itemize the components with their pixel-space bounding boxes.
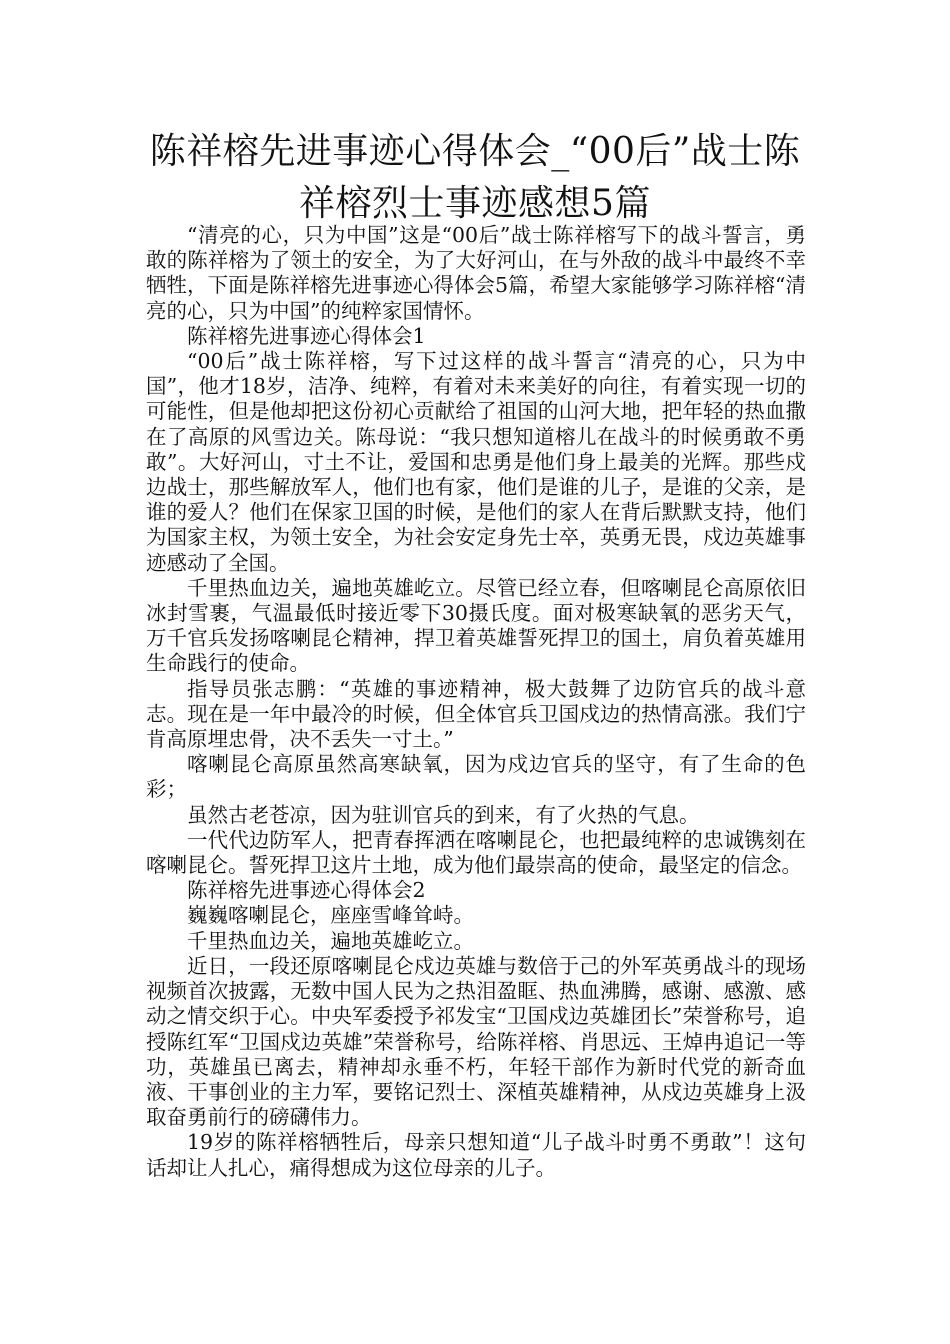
section-heading-1: 陈祥榕先进事迹心得体会1	[187, 323, 426, 348]
paragraph-intro: “清亮的心，只为中国”这是“00后”战士陈祥榕写下的战斗誓言，勇敢的陈祥榕为了领土的安全，为了大好河山，在与外敌的战斗中最终不幸牺牲，下面是陈祥榕先进事迹心得体会5篇，希望大家能够学习陈祥榕“清亮的心，只为中国”的纯粹家国情怀。	[146, 223, 806, 323]
paragraph: 19岁的陈祥榕牺牲后，母亲只想知道“儿子战斗时勇不勇敢”！这句话却让人扎心，痛得想成为这位母亲的儿子。	[146, 1130, 806, 1180]
section-heading-2: 陈祥榕先进事迹心得体会2	[187, 878, 426, 903]
paragraph: 巍巍喀喇昆仑，座座雪峰耸峙。	[187, 903, 474, 928]
document-body	[146, 223, 806, 1181]
paragraph: 一代代边防军人，把青春挥洒在喀喇昆仑，也把最纯粹的忠诚镌刻在喀喇昆仑。誓死捍卫这片土地，成为他们最崇高的使命，最坚定的信念。	[146, 827, 806, 878]
paragraph: 千里热血边关，遍地英雄屹立。	[187, 928, 474, 953]
paragraph: 指导员张志鹏：“英雄的事迹精神，极大鼓舞了边防官兵的战斗意志。现在是一年中最冷的时候，但全体官兵卫国戍边的热情高涨。我们宁肯高原埋忠骨，决不丢失一寸土。”	[146, 676, 806, 752]
document-title: 陈祥榕先进事迹心得体会_“00后”战士陈祥榕烈士事迹感想5篇	[149, 131, 801, 224]
paragraph: 千里热血边关，遍地英雄屹立。尽管已经立春，但喀喇昆仑高原依旧冰封雪裹，气温最低时接近零下30摄氏度。面对极寒缺氧的恶劣天气，万千官兵发扬喀喇昆仑精神，捍卫着英雄誓死捍卫的国土，肩负着英雄用生命践行的使命。	[146, 575, 806, 676]
paragraph: 近日，一段还原喀喇昆仑戍边英雄与数倍于己的外军英勇战斗的现场视频首次披露，无数中国人民为之热泪盈眶、热血沸腾，感谢、感激、感动之情交织于心。中央军委授予祁发宝“卫国戍边英雄团长”荣誉称号，追授陈红军“卫国戍边英雄”荣誉称号，给陈祥榕、肖思远、王焯冉追记一等功，英雄虽已离去，精神却永垂不朽，年轻干部作为新时代党的新奇血液、干事创业的主力军，要铭记烈士、深植英雄精神，从戍边英雄身上汲取奋勇前行的磅礴伟力。	[146, 953, 806, 1130]
paragraph: 虽然古老苍凉，因为驻训官兵的到来，有了火热的气息。	[187, 802, 700, 827]
paragraph: 喀喇昆仑高原虽然高寒缺氧，因为戍边官兵的坚守，有了生命的色彩；	[146, 752, 806, 802]
paragraph: “00后”战士陈祥榕，写下过这样的战斗誓言“清亮的心，只为中国”，他才18岁，洁净、纯粹，有着对未来美好的向往，有着实现一切的可能性，但是他却把这份初心贡献给了祖国的山河大地，把年轻的热血撒在了高原的风雪边关。陈母说：“我只想知道榕儿在战斗的时候勇敢不勇敢”。大好河山，寸土不让，爱国和忠勇是他们身上最美的光辉。那些戍边战士，那些解放军人，他们也有家，他们是谁的儿子，是谁的父亲，是谁的爱人？他们在保家卫国的时候，是他们的家人在背后默默支持，他们为国家主权，为领土安全，为社会安定身先士卒，英勇无畏，戍边英雄事迹感动了全国。	[146, 349, 806, 575]
